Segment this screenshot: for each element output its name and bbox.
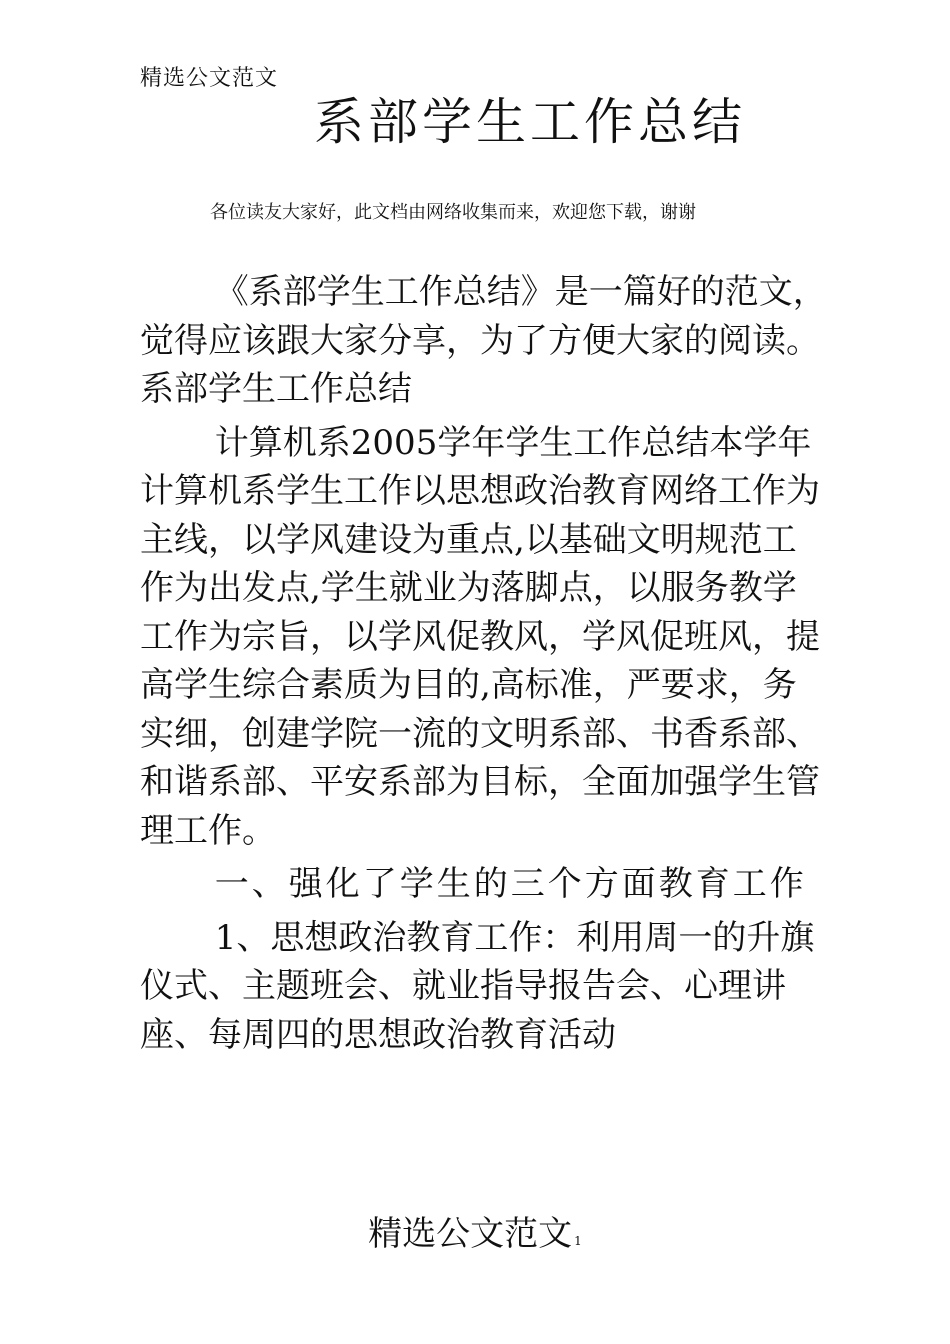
page-number: 1 — [574, 1234, 582, 1248]
document-title: 系部学生工作总结 — [314, 93, 746, 151]
download-notice: 各位读友大家好，此文档由网络收集而来，欢迎您下载，谢谢 — [210, 202, 696, 223]
document-body — [140, 268, 830, 1064]
paragraph-summary: 计算机系2005学年学生工作总结本学年计算机系学生工作以思想政治教育网络工作为主线，以学风建设为重点,以基础文明规范工作为出发点,学生就业为落脚点，以服务教学工作为宗旨，以学风促教风，学风促班风，提高学生综合素质为目的,高标准，严要求，务实细，创建学院一流的文明系部、书香系部、和谐系部、平安系部为目标，全面加强学生管理工作。 — [140, 422, 820, 851]
footer-label: 精选公文范文 — [368, 1214, 573, 1254]
header-label: 精选公文范文 — [140, 66, 279, 91]
paragraph-item-1: 1、思想政治教育工作：利用周一的升旗仪式、主题班会、就业指导报告会、心理讲座、每周四的思想政治教育活动 — [140, 917, 815, 1055]
section-heading: 一、强化了学生的三个方面教育工作 — [214, 864, 807, 904]
paragraph-intro: 《系部学生工作总结》是一篇好的范文，觉得应该跟大家分享，为了方便大家的阅读。系部学生工作总结 — [140, 272, 827, 409]
page-footer — [0, 1212, 950, 1263]
